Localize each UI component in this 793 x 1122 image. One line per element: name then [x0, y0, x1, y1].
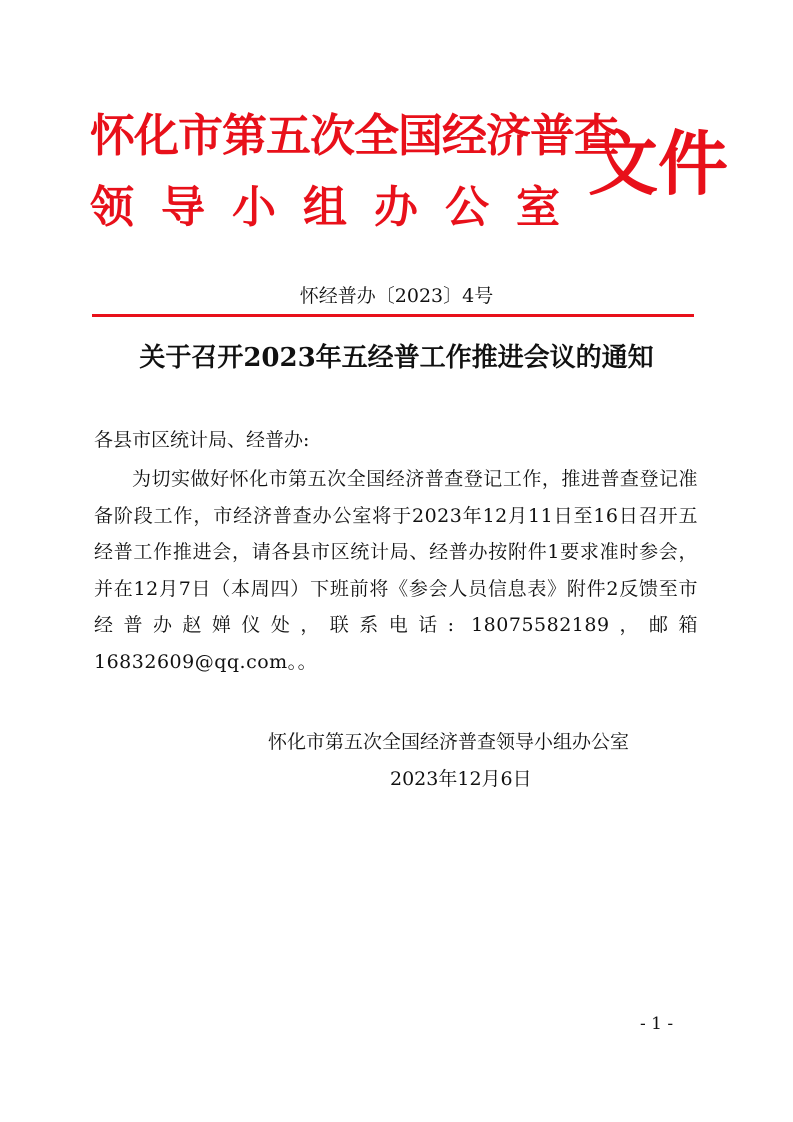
- page-number: - 1 -: [640, 1014, 674, 1034]
- document-title: 关于召开2023年五经普工作推进会议的通知: [139, 343, 654, 373]
- signature-date: 2023年12月6日: [390, 768, 532, 790]
- header-org-line1: 怀化市第五次全国经济普查: [90, 109, 619, 162]
- document-number: 怀经普办〔2023〕4号: [299, 285, 494, 307]
- header-org-line2: 领导小组办公室: [90, 182, 587, 233]
- header-document-label: 文件: [588, 123, 728, 205]
- red-divider-line: [92, 314, 694, 317]
- recipient-line: 各县市区统计局、经普办:: [94, 429, 310, 451]
- signature-organization: 怀化市第五次全国经济普查领导小组办公室: [268, 731, 630, 753]
- issuing-organization: [90, 108, 619, 234]
- body-paragraph: 为切实做好怀化市第五次全国经济普查登记工作，推进普查登记准备阶段工作，市经济普查办公室将于2023年12月11日至16日召开五经普工作推进会，请各县市区统计局、经普办按附件1要求准时参会，并在12月7日（本周四）下班前将《参会人员信息表》附件2反馈至市经普办赵婵仪处，联系电话: 18075582189，邮箱 16832609@qq.com。。: [94, 468, 698, 673]
